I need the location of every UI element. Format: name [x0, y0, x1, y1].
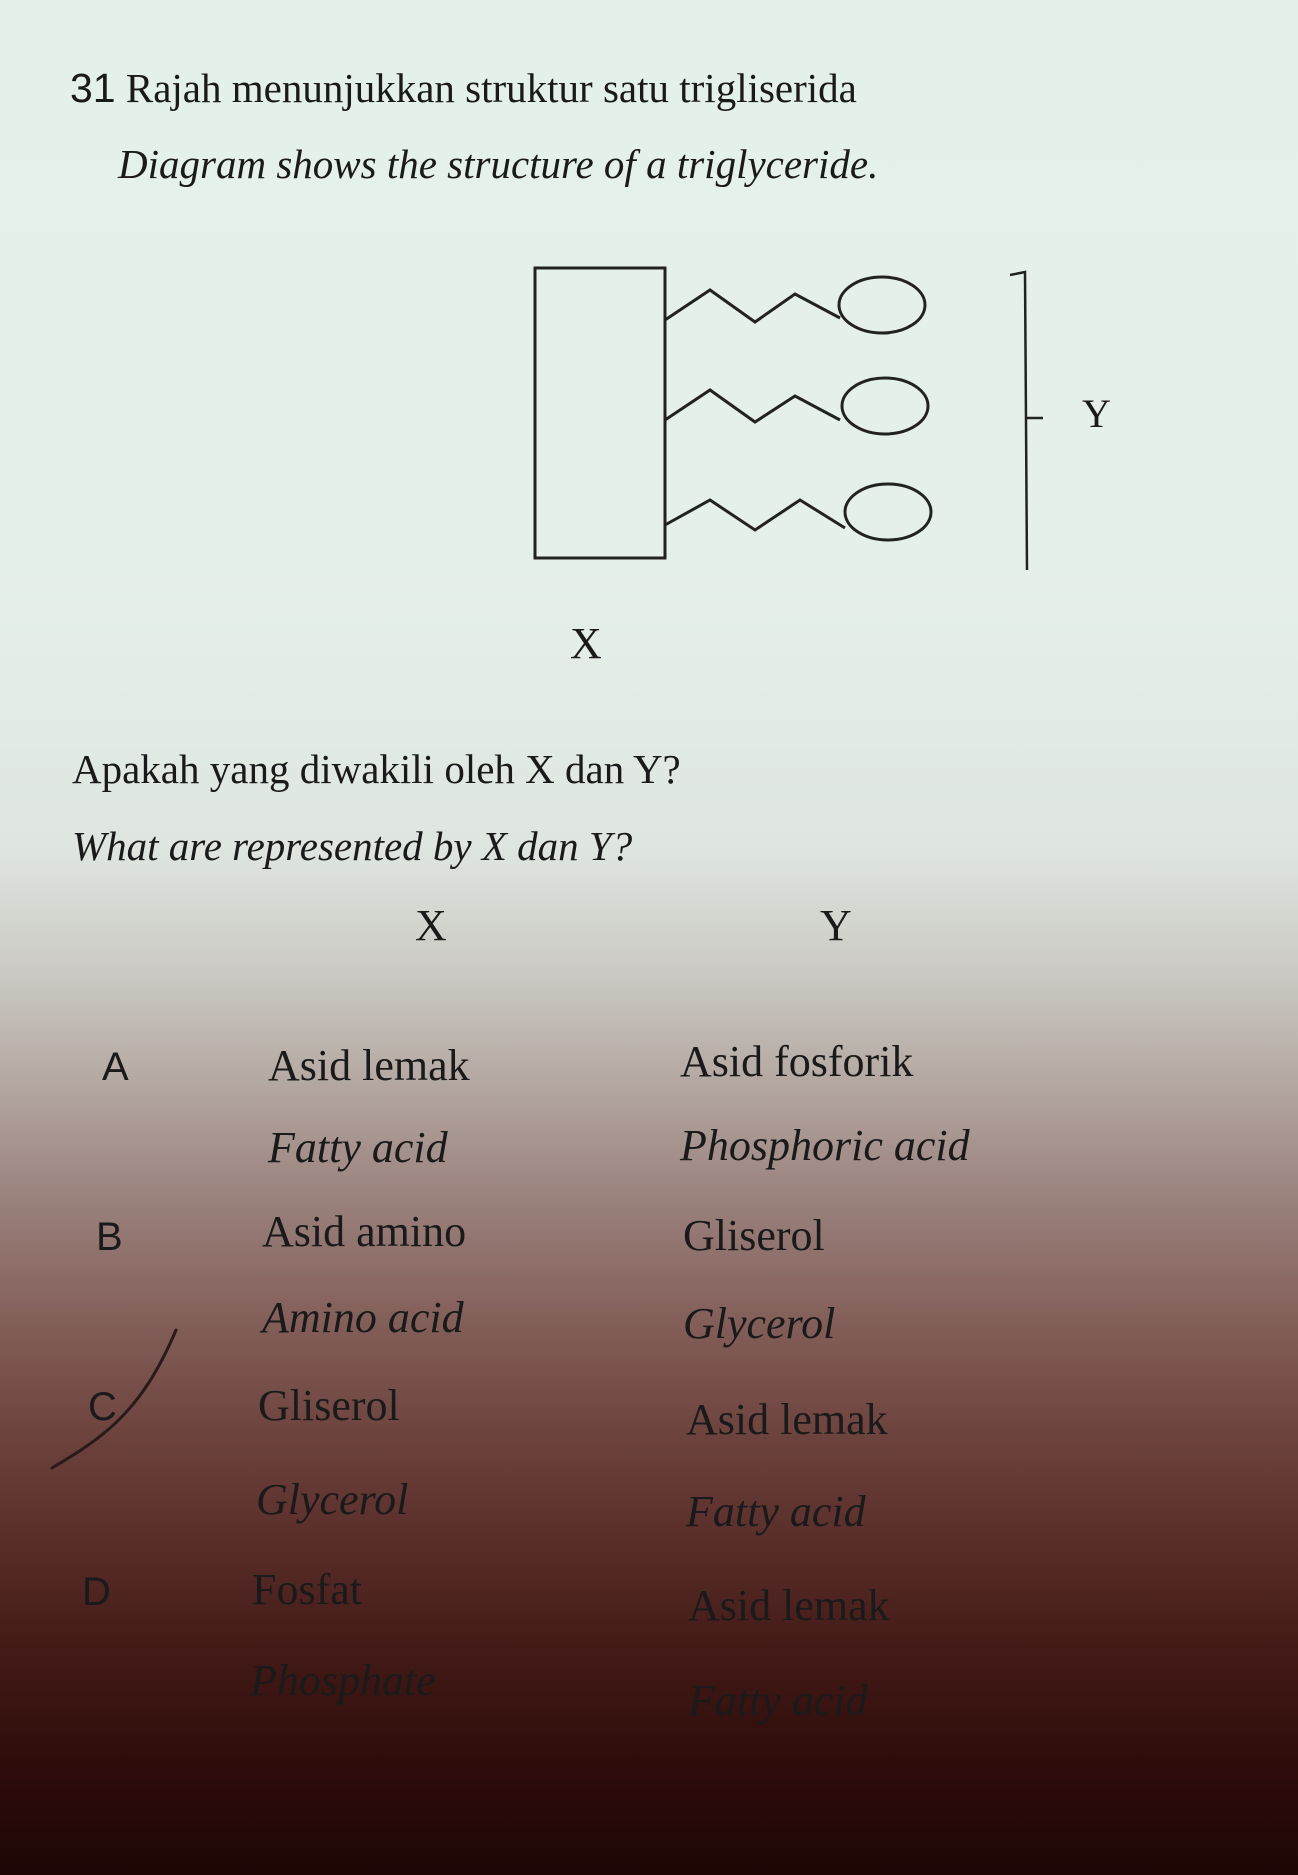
question-title-ms: [70, 64, 857, 112]
triglyceride-diagram: [510, 250, 1070, 570]
option-a-x-en: Fatty acid: [268, 1123, 448, 1172]
option-d-x-ms: Fosfat: [252, 1565, 362, 1614]
option-a-letter[interactable]: A: [102, 1045, 129, 1089]
question-prompt-en: What are represented by X dan Y?: [72, 823, 633, 869]
question-title-ms-text: Rajah menunjukkan struktur satu trigliserida: [125, 65, 857, 111]
option-a-y-ms: Asid fosforik: [680, 1037, 914, 1086]
option-b-y-ms: Gliserol: [683, 1211, 825, 1260]
option-b-y-en: Glycerol: [683, 1299, 836, 1348]
fatty-acid-head-3: [845, 484, 931, 540]
fatty-acid-head-2: [842, 378, 928, 434]
question-title-en: Diagram shows the structure of a triglyceride.: [118, 141, 879, 187]
option-d-letter[interactable]: D: [82, 1570, 111, 1614]
fatty-acid-chain-2: [665, 390, 840, 422]
option-d-y-en: Fatty acid: [688, 1676, 868, 1725]
question-prompt-ms: Apakah yang diwakili oleh X dan Y?: [72, 746, 681, 792]
option-c-x-en: Glycerol: [256, 1475, 409, 1524]
option-b-x-ms: Asid amino: [262, 1207, 467, 1256]
option-c-letter[interactable]: C: [88, 1385, 117, 1429]
option-a-y-en: Phosphoric acid: [680, 1121, 970, 1170]
option-c-x-ms: Gliserol: [258, 1381, 400, 1430]
fatty-acid-head-1: [839, 277, 925, 333]
label-x: X: [570, 619, 602, 668]
option-c-y-ms: Asid lemak: [686, 1395, 888, 1444]
bracket-y: [1010, 272, 1027, 570]
fatty-acid-chain-3: [665, 500, 845, 530]
option-d-x-en: Phosphate: [250, 1656, 436, 1705]
fatty-acid-chain-1: [665, 290, 840, 322]
question-number: 31: [70, 65, 116, 111]
answer-check-mark-icon: [40, 1320, 190, 1480]
glycerol-backbone-box: [535, 268, 665, 558]
option-b-letter[interactable]: B: [96, 1215, 123, 1259]
column-header-x: X: [415, 901, 447, 950]
label-y: Y: [1082, 391, 1111, 436]
option-d-y-ms: Asid lemak: [688, 1581, 890, 1630]
option-a-x-ms: Asid lemak: [268, 1041, 470, 1090]
option-c-y-en: Fatty acid: [686, 1487, 866, 1536]
option-b-x-en: Amino acid: [262, 1293, 464, 1342]
column-header-y: Y: [820, 901, 852, 950]
